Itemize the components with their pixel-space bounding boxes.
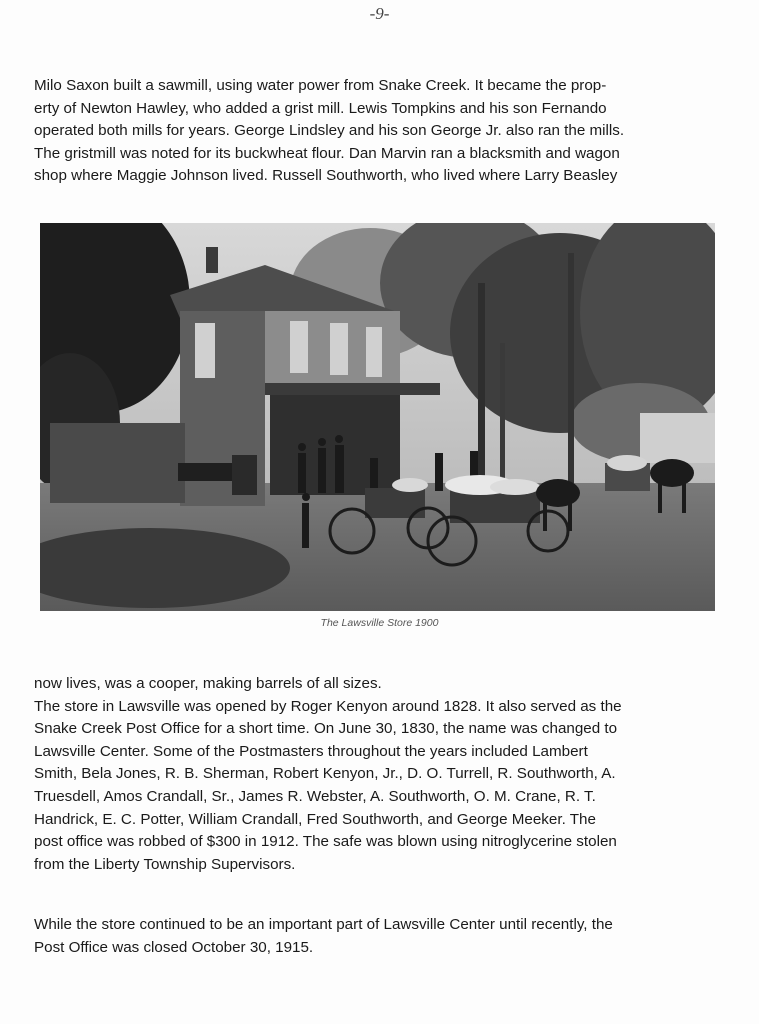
text-line: Handrick, E. C. Potter, William Crandall, Fred Southworth, and George Meeker. The: [34, 810, 596, 828]
text-line: post office was robbed of $300 in 1912. The safe was blown using nitroglycerine stolen: [34, 833, 617, 851]
paragraph-store-history: [34, 673, 724, 876]
text-line: from the Liberty Township Supervisors.: [34, 855, 296, 873]
text-line: now lives, was a cooper, making barrels of all sizes.: [34, 675, 382, 692]
text-line: shop where Maggie Johnson lived. Russell Southworth, who lived where Larry Beasley: [34, 167, 618, 185]
distant-building: [640, 413, 715, 463]
photo-caption: The Lawsville Store 1900: [320, 617, 439, 629]
text-line: While the store continued to be an important part of Lawsville Center until recently, the: [34, 916, 613, 933]
text-line: Truesdell, Amos Crandall, Sr., James R. Webster, A. Southworth, O. M. Crane, R. T.: [34, 787, 596, 805]
paragraph-closing: [34, 914, 724, 959]
text-line: operated both mills for years. George Lindsley and his son George Jr. also ran the mills.: [34, 122, 625, 140]
text-line: The gristmill was noted for its buckwheat flour. Dan Marvin ran a blacksmith and wagon: [34, 144, 620, 162]
store-photo-drawing: [40, 223, 715, 611]
text-line: Post Office was closed October 30, 1915.: [34, 938, 314, 956]
store-photograph: [40, 223, 715, 611]
page-number: -9-: [369, 4, 390, 23]
text-line: erty of Newton Hawley, who added a grist mill. Lewis Tompkins and his son Fernando: [34, 99, 607, 117]
text-line: Lawsville Center. Some of the Postmasters throughout the years included Lambert: [34, 742, 588, 760]
text-line: Snake Creek Post Office for a short time. On June 30, 1830, the name was changed to: [34, 720, 618, 738]
paragraph-intro: [34, 75, 724, 188]
text-line: Milo Saxon built a sawmill, using water power from Snake Creek. It became the prop-: [34, 77, 607, 94]
text-line: Smith, Bela Jones, R. B. Sherman, Robert Kenyon, Jr., D. O. Turrell, R. Southworth, A.: [34, 765, 616, 783]
text-line: The store in Lawsville was opened by Roger Kenyon around 1828. It also served as the: [34, 697, 622, 715]
